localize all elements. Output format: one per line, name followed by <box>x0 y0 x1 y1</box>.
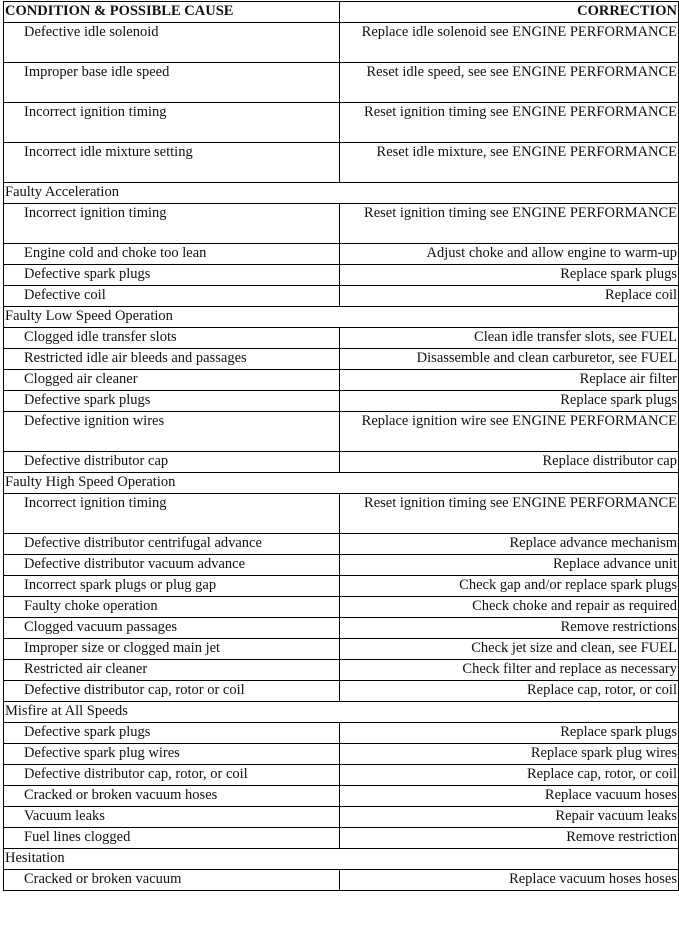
correction-cell: Reset ignition timing see ENGINE PERFORMANCE <box>340 204 679 244</box>
cause-cell: Improper base idle speed <box>4 63 340 103</box>
section-row <box>4 183 679 204</box>
table-row <box>4 597 679 618</box>
table-row <box>4 534 679 555</box>
table-row <box>4 143 679 183</box>
cause-cell: Defective idle solenoid <box>4 23 340 63</box>
correction-cell: Replace advance mechanism <box>340 534 679 555</box>
cause-cell: Incorrect ignition timing <box>4 494 340 534</box>
correction-cell: Repair vacuum leaks <box>340 807 679 828</box>
cause-cell: Restricted idle air bleeds and passages <box>4 349 340 370</box>
correction-cell: Remove restriction <box>340 828 679 849</box>
table-row <box>4 412 679 452</box>
correction-cell: Replace idle solenoid see ENGINE PERFORMANCE <box>340 23 679 63</box>
correction-cell: Replace spark plug wires <box>340 744 679 765</box>
correction-cell: Check filter and replace as necessary <box>340 660 679 681</box>
table-body <box>4 23 679 891</box>
table-row <box>4 204 679 244</box>
correction-cell: Replace distributor cap <box>340 452 679 473</box>
section-heading: Hesitation <box>4 849 679 870</box>
correction-cell: Replace vacuum hoses hoses <box>340 870 679 891</box>
section-row <box>4 702 679 723</box>
cause-cell: Defective spark plugs <box>4 723 340 744</box>
correction-cell: Clean idle transfer slots, see FUEL <box>340 328 679 349</box>
table-row <box>4 349 679 370</box>
correction-cell: Reset idle speed, see see ENGINE PERFORMANCE <box>340 63 679 103</box>
cause-cell: Faulty choke operation <box>4 597 340 618</box>
table-row <box>4 452 679 473</box>
cause-cell: Clogged idle transfer slots <box>4 328 340 349</box>
table-row <box>4 723 679 744</box>
cause-cell: Engine cold and choke too lean <box>4 244 340 265</box>
table-row <box>4 23 679 63</box>
cause-cell: Improper size or clogged main jet <box>4 639 340 660</box>
table-row <box>4 828 679 849</box>
correction-cell: Replace spark plugs <box>340 391 679 412</box>
section-row <box>4 849 679 870</box>
table-row <box>4 807 679 828</box>
section-heading: Misfire at All Speeds <box>4 702 679 723</box>
cause-cell: Cracked or broken vacuum <box>4 870 340 891</box>
table-row <box>4 765 679 786</box>
header-row <box>4 2 679 23</box>
cause-cell: Defective ignition wires <box>4 412 340 452</box>
cause-cell: Defective spark plugs <box>4 391 340 412</box>
table-row <box>4 103 679 143</box>
table-row <box>4 576 679 597</box>
table-row <box>4 555 679 576</box>
table-row <box>4 681 679 702</box>
troubleshooting-table <box>3 1 679 891</box>
section-heading: Faulty Low Speed Operation <box>4 307 679 328</box>
table-row <box>4 286 679 307</box>
correction-cell: Replace spark plugs <box>340 723 679 744</box>
section-heading: Faulty High Speed Operation <box>4 473 679 494</box>
cause-cell: Defective spark plugs <box>4 265 340 286</box>
cause-cell: Defective distributor cap <box>4 452 340 473</box>
correction-cell: Remove restrictions <box>340 618 679 639</box>
cause-cell: Clogged vacuum passages <box>4 618 340 639</box>
table-row <box>4 786 679 807</box>
cause-cell: Cracked or broken vacuum hoses <box>4 786 340 807</box>
correction-cell: Reset idle mixture, see ENGINE PERFORMANCE <box>340 143 679 183</box>
header-condition: CONDITION & POSSIBLE CAUSE <box>4 2 340 23</box>
correction-cell: Replace cap, rotor, or coil <box>340 681 679 702</box>
correction-cell: Check choke and repair as required <box>340 597 679 618</box>
table-row <box>4 328 679 349</box>
cause-cell: Defective coil <box>4 286 340 307</box>
table-row <box>4 244 679 265</box>
correction-cell: Replace air filter <box>340 370 679 391</box>
correction-cell: Reset ignition timing see ENGINE PERFORMANCE <box>340 103 679 143</box>
correction-cell: Replace spark plugs <box>340 265 679 286</box>
section-row <box>4 473 679 494</box>
cause-cell: Fuel lines clogged <box>4 828 340 849</box>
cause-cell: Vacuum leaks <box>4 807 340 828</box>
cause-cell: Incorrect idle mixture setting <box>4 143 340 183</box>
table-row <box>4 744 679 765</box>
correction-cell: Disassemble and clean carburetor, see FUEL <box>340 349 679 370</box>
correction-cell: Replace vacuum hoses <box>340 786 679 807</box>
correction-cell: Replace advance unit <box>340 555 679 576</box>
correction-cell: Replace coil <box>340 286 679 307</box>
cause-cell: Defective distributor cap, rotor or coil <box>4 681 340 702</box>
cause-cell: Incorrect spark plugs or plug gap <box>4 576 340 597</box>
correction-cell: Check gap and/or replace spark plugs <box>340 576 679 597</box>
table-row <box>4 63 679 103</box>
cause-cell: Restricted air cleaner <box>4 660 340 681</box>
section-row <box>4 307 679 328</box>
correction-cell: Check jet size and clean, see FUEL <box>340 639 679 660</box>
cause-cell: Defective spark plug wires <box>4 744 340 765</box>
cause-cell: Defective distributor cap, rotor, or coil <box>4 765 340 786</box>
table-row <box>4 870 679 891</box>
table-row <box>4 618 679 639</box>
cause-cell: Defective distributor vacuum advance <box>4 555 340 576</box>
cause-cell: Clogged air cleaner <box>4 370 340 391</box>
header-correction: CORRECTION <box>340 2 679 23</box>
table-row <box>4 370 679 391</box>
cause-cell: Incorrect ignition timing <box>4 204 340 244</box>
table-row <box>4 494 679 534</box>
correction-cell: Replace ignition wire see ENGINE PERFORMANCE <box>340 412 679 452</box>
table-row <box>4 391 679 412</box>
table-row <box>4 660 679 681</box>
cause-cell: Defective distributor centrifugal advance <box>4 534 340 555</box>
correction-cell: Adjust choke and allow engine to warm-up <box>340 244 679 265</box>
table-row <box>4 639 679 660</box>
table-row <box>4 265 679 286</box>
correction-cell: Replace cap, rotor, or coil <box>340 765 679 786</box>
section-heading: Faulty Acceleration <box>4 183 679 204</box>
correction-cell: Reset ignition timing see ENGINE PERFORMANCE <box>340 494 679 534</box>
cause-cell: Incorrect ignition timing <box>4 103 340 143</box>
